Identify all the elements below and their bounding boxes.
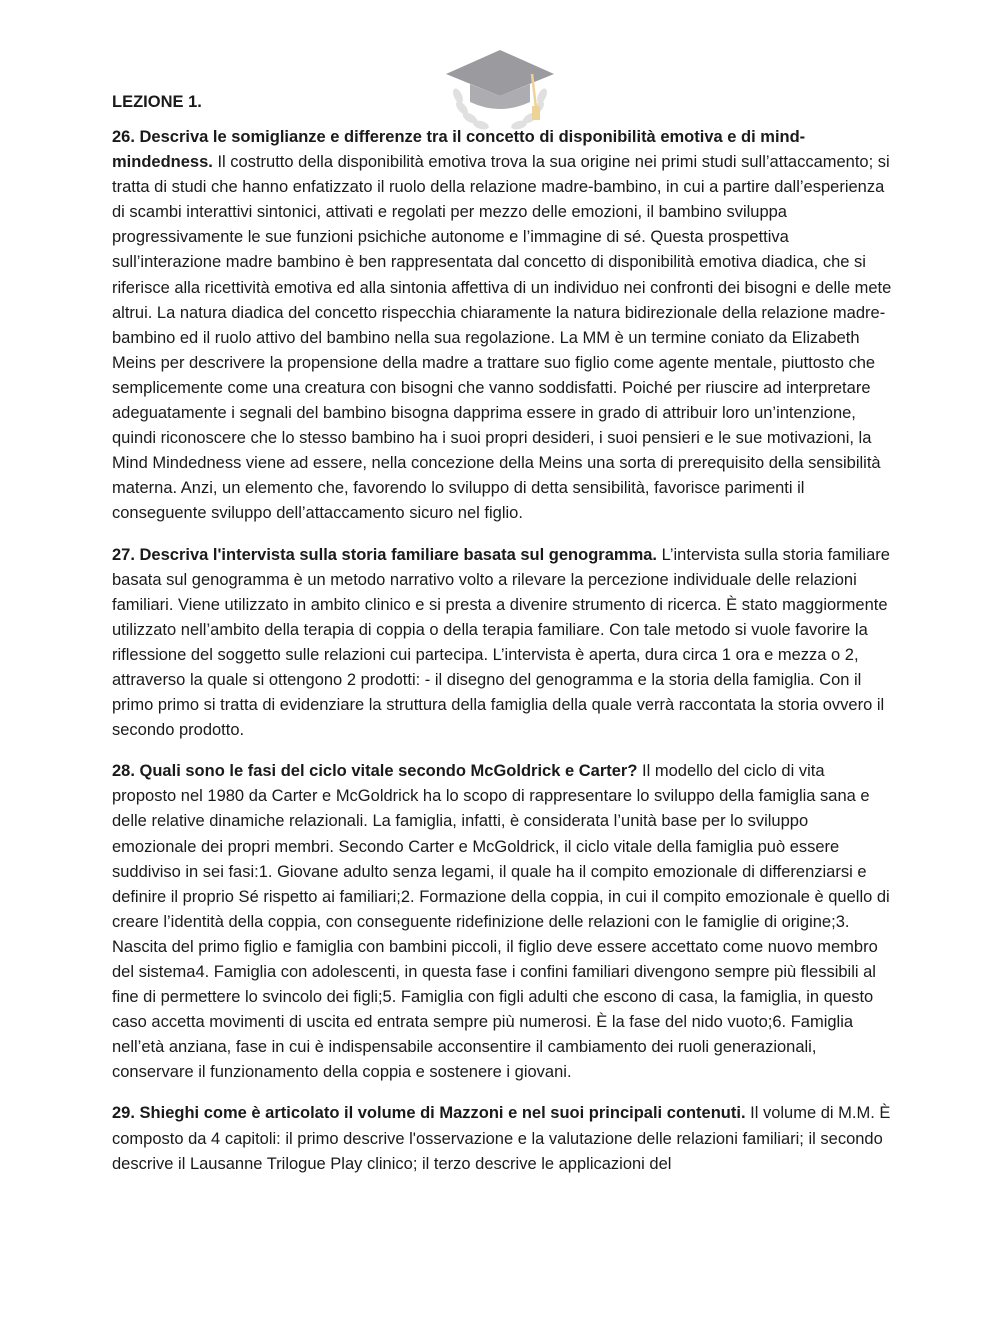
question-27: 27. Descriva l'intervista sulla storia familiare basata sul genogramma. [112, 545, 657, 564]
qa-item-28 [112, 759, 892, 1085]
question-29: 29. Shieghi come è articolato il volume di Mazzoni e nel suoi principali contenuti. [112, 1104, 746, 1123]
question-26: 26. Descriva le somiglianze e differenze tra il concetto di disponibilità emotiva e di mind-mindedness. [112, 128, 806, 172]
answer-26: Il costrutto della disponibilità emotiva trova la sua origine nei primi studi sull’attaccamento; si tratta di studi che hanno enfatizzato il ruolo della relazione madre-bambino, in cui a partire dall’esperienza di scambi interattivi sintonici, attivati e regolati per mezzo delle emozioni, il bambino sviluppa progressivamente le sue funzioni psichiche autonome e l’immagine di sé. Questa prospettiva sull’interazione madre bambino è ben rappresentata dal concetto di disponibilità emotiva diadica, che si riferisce alla ricettività emotiva ed alla sintonia affettiva di un individuo nei confronti dei bisogni e delle mete altrui. La natura diadica del concetto rispecchia chiaramente la natura bidirezionale della relazione madre-bambino ed il ruolo attivo del bambino nella sua regolazione. La MM è un termine coniato da Elizabeth Meins per descrivere la propensione della madre a trattare suo figlio come agente mentale, piuttosto che semplicemente come una creatura con bisogni che vanno soddisfatti. Poiché per riuscire ad interpretare adeguatamente i segnali del bambino bisogna dapprima essere in grado di attribuir loro un’intenzione, quindi riconoscere che lo stesso bambino ha i suoi propri desideri, i suoi pensieri e le sue motivazioni, la Mind Mindedness viene ad essere, nella concezione della Meins una sorta di prerequisito della sensibilità materna. Anzi, un elemento che, favorendo lo sviluppo di detta sensibilità, favorisce parimenti il conseguente sviluppo dell’attaccamento sicuro nel figlio. [112, 153, 892, 523]
answer-29: Il volume di M.M. È composto da 4 capitoli: il primo descrive l'osservazione e la valutazione delle relazioni familiari; il secondo descrive il Lausanne Trilogue Play clinico; il terzo descrive le applicazioni del [112, 1104, 891, 1173]
qa-item-27 [112, 543, 892, 744]
qa-item-29 [112, 1101, 892, 1176]
qa-item-26 [112, 125, 892, 527]
lesson-title: LEZIONE 1. [112, 93, 202, 111]
question-28: 28. Quali sono le fasi del ciclo vitale secondo McGoldrick e Carter? [112, 762, 638, 781]
answer-27: L’intervista sulla storia familiare basata sul genogramma è un metodo narrativo volto a rilevare la percezione individuale delle relazioni familiari. Viene utilizzato in ambito clinico e si presta a divenire strumento di ricerca. È stato maggiormente utilizzato nell’ambito della terapia di coppia o della terapia familiare. Con tale metodo si vuole favorire la riflessione del soggetto sulle relazioni cui partecipa. L’intervista è aperta, dura circa 1 ora e mezza o 2, attraverso la quale si ottengono 2 prodotti: - il disegno del genogramma e la storia della famiglia. Con il primo primo si tratta di evidenziare la struttura della famiglia della quale verrà raccontata la storia ovvero il secondo prodotto. [112, 545, 890, 740]
document-page [112, 90, 892, 1193]
answer-28: Il modello del ciclo di vita proposto nel 1980 da Carter e McGoldrick ha lo scopo di rappresentare lo sviluppo della famiglia sana e delle relative dinamiche relazionali. La famiglia, infatti, è considerata l’unità base per lo sviluppo emozionale dei propri membri. Secondo Carter e McGoldrick, il ciclo vitale della famiglia può essere suddiviso in sei fasi:1. Giovane adulto senza legami, il quale ha il compito emozionale di differenziarsi e definire il proprio Sé rispetto ai familiari;2. Formazione della coppia, in cui il compito emozionale è quello di creare l’identità della coppia, con conseguente ridefinizione delle relazioni con le famiglie di origine;3. Nascita del primo figlio e famiglia con bambini piccoli, il figlio deve essere accettato come nuovo membro del sistema4. Famiglia con adolescenti, in questa fase i confini familiari divengono sempre più flessibili al fine di permettere lo svincolo dei figli;5. Famiglia con figli adulti che escono di casa, la famiglia, in questo caso accetta movimenti di uscita ed entrata sempre più numerosi. È la fase del nido vuoto;6. Famiglia nell’età anziana, fase in cui è indispensabile acconsentire il cambiamento dei ruoli generazionali, conservare il funzionamento della coppia e sostenere i giovani. [112, 762, 890, 1082]
